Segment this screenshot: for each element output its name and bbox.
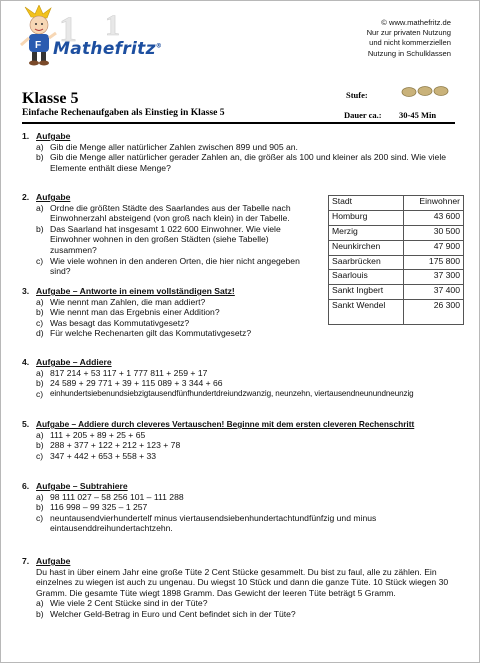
- item-text: Wie nennt man Zahlen, die man addiert?: [50, 296, 206, 307]
- task-heading: [22, 419, 468, 430]
- task-title: Aufgabe: [36, 131, 71, 141]
- header-divider: [22, 122, 455, 124]
- copyright-notice: [367, 18, 451, 59]
- task-number: 6.: [22, 481, 30, 491]
- item-label: b): [36, 502, 44, 513]
- item-text: einhundertsiebenundsiebzigtausendfünfhundertdreiundzwanzig, neunzehn, viertausendneunundneunzig: [50, 388, 414, 398]
- population-cell: 43 600: [404, 210, 464, 225]
- table-header-row: [329, 196, 464, 211]
- item-text: Wie viele 2 Cent Stücke sind in der Tüte?: [50, 598, 208, 609]
- copyright-line: Nutzung in Schulklassen: [367, 48, 451, 58]
- task-4: [22, 357, 468, 399]
- task-item: [22, 389, 468, 400]
- task-5: [22, 419, 468, 461]
- column-header-city: Stadt: [329, 196, 404, 211]
- item-text: Für welche Rechenarten gilt das Kommutativgesetz?: [50, 328, 252, 339]
- difficulty-rating: [401, 85, 449, 99]
- item-label: c): [36, 450, 44, 461]
- task-6: [22, 481, 442, 534]
- population-cell: 47 900: [404, 240, 464, 255]
- task-number: 1.: [22, 131, 30, 141]
- population-cell: 175 800: [404, 255, 464, 270]
- item-label: a): [36, 491, 44, 502]
- svg-text:1: 1: [105, 9, 120, 42]
- task-number: 5.: [22, 419, 30, 429]
- task-heading: [22, 131, 462, 142]
- page-subtitle: Einfache Rechenaufgaben als Einstieg in Klasse 5: [22, 107, 225, 118]
- table-row: [329, 255, 464, 270]
- population-cell: 30 500: [404, 225, 464, 240]
- task-2: [22, 192, 314, 277]
- item-text: neuntausendvierhundertelf minus viertausendsiebenhundertachtundfünfzig und minus eintausenddreihundertachtzehn.: [50, 512, 377, 534]
- task-item: [22, 256, 314, 277]
- task-3: [22, 286, 462, 339]
- item-text: Gib die Menge aller natürlicher gerader Zahlen an, die größer als 100 und kleiner als 200 sind. Wie viele Elemente enthält diese Menge?: [50, 152, 447, 173]
- task-heading: [22, 357, 468, 368]
- task-item: [22, 513, 442, 534]
- item-label: b): [36, 608, 44, 619]
- item-label: a): [36, 598, 44, 609]
- item-label: c): [36, 317, 44, 328]
- task-item: [22, 307, 462, 318]
- population-cell: 37 300: [404, 270, 464, 285]
- item-text: Das Saarland hat insgesamt 1 022 600 Einwohner. Wie viele Einwohner wohnen in den großen Städten (siehe Tabelle) zusammen?: [50, 223, 281, 255]
- table-row: [329, 270, 464, 285]
- task-item: [22, 224, 314, 256]
- item-text: 817 214 + 53 117 + 1 777 811 + 259 + 17: [50, 367, 208, 378]
- item-label: a): [36, 367, 44, 378]
- task-number: 4.: [22, 357, 30, 367]
- coin-icon: [418, 87, 432, 96]
- item-text: 111 + 205 + 89 + 25 + 65: [50, 429, 146, 440]
- task-title: Aufgabe: [36, 556, 71, 566]
- city-cell: Neunkirchen: [329, 240, 404, 255]
- population-cell: 37 400: [404, 285, 464, 300]
- city-cell: Saarbrücken: [329, 255, 404, 270]
- task-title: Aufgabe – Addiere durch cleveres Vertauschen! Beginne mit dem ersten cleveren Rechenschritt: [36, 419, 415, 429]
- item-label: a): [36, 202, 44, 213]
- registered-mark: ®: [155, 42, 163, 50]
- task-1: [22, 131, 462, 173]
- item-text: 24 589 + 29 771 + 39 + 115 089 + 3 344 + 66: [50, 378, 223, 389]
- task-title: Aufgabe: [36, 192, 71, 202]
- item-label: c): [36, 512, 44, 523]
- task-title: Aufgabe – Antworte in einem vollständigen Satz!: [36, 286, 235, 296]
- task-item: [22, 502, 442, 513]
- task-heading: [22, 192, 314, 203]
- difficulty-label: Stufe:: [346, 90, 368, 100]
- task-item: [22, 378, 468, 389]
- copyright-line: © www.mathefritz.de: [381, 18, 451, 27]
- task-title: Aufgabe – Addiere: [36, 357, 112, 367]
- task-item: [22, 430, 468, 441]
- item-label: d): [36, 328, 44, 339]
- city-cell: Sankt Ingbert: [329, 285, 404, 300]
- city-cell: Sankt Wendel: [329, 300, 404, 325]
- brand-name: [53, 39, 162, 59]
- item-label: b): [36, 152, 44, 163]
- task-item: [22, 440, 468, 451]
- task-heading: [22, 286, 462, 297]
- table-row: [329, 225, 464, 240]
- task-item: [22, 451, 468, 462]
- duration-value: 30-45 Min: [399, 110, 437, 120]
- item-text: 347 + 442 + 653 + 558 + 33: [50, 450, 157, 461]
- item-text: 116 998 – 99 325 – 1 257: [50, 502, 148, 513]
- copyright-line: Nur zur privaten Nutzung: [366, 28, 451, 38]
- item-label: b): [36, 378, 44, 389]
- task-paragraph: Du hast in über einem Jahr eine große Tüte 2 Cent Stücke gesammelt. Du bist zu faul, alle zu zählen. Ein einzelnes zu wiegen ist auch zu ungenau. Du wiegst 10 Stück und dann die ganze Tüte. 10 Stück wiegen 30 Gramm. Die gesamte Tüte wiegt 1898 Gramm. Das Gewicht der leeren Tüte beträgt 5 Gramm.: [36, 566, 449, 598]
- task-7: [22, 556, 452, 620]
- duration-label: Dauer ca.:: [344, 110, 382, 120]
- task-heading: [22, 556, 452, 567]
- item-text: Gib die Menge aller natürlicher Zahlen zwischen 899 und 905 an.: [50, 141, 298, 152]
- task-title: Aufgabe – Subtrahiere: [36, 481, 128, 491]
- task-item: [22, 598, 452, 609]
- task-item: [22, 152, 462, 173]
- population-cell: 26 300: [404, 300, 464, 325]
- item-text: Wie nennt man das Ergebnis einer Addition?: [50, 307, 220, 318]
- mathefritz-logo: [9, 5, 159, 71]
- item-label: b): [36, 223, 44, 234]
- task-item: [22, 368, 468, 379]
- task-item: [22, 328, 462, 339]
- item-text: Welcher Geld-Betrag in Euro und Cent befindet sich in der Tüte?: [50, 608, 296, 619]
- item-text: 98 111 027 – 58 256 101 – 111 288: [50, 491, 184, 502]
- task-item: [22, 492, 442, 503]
- task-number: 3.: [22, 286, 30, 296]
- item-text: Was besagt das Kommutativgesetz?: [50, 317, 190, 328]
- task-number: 7.: [22, 556, 30, 566]
- item-label: c): [36, 255, 44, 266]
- city-cell: Merzig: [329, 225, 404, 240]
- coin-icon: [402, 88, 416, 97]
- item-text: Wie viele wohnen in den anderen Orten, die hier nicht angegeben sind?: [50, 255, 300, 277]
- item-label: a): [36, 296, 44, 307]
- column-header-population: Einwohner: [404, 196, 464, 211]
- item-label: a): [36, 429, 44, 440]
- task-item: [22, 142, 462, 153]
- brand-text: Mathefritz: [53, 39, 156, 59]
- svg-text:F: F: [35, 40, 42, 51]
- task-number: 2.: [22, 192, 30, 202]
- item-label: b): [36, 440, 44, 451]
- table-row: [329, 240, 464, 255]
- city-cell: Homburg: [329, 210, 404, 225]
- svg-text:1: 1: [59, 9, 77, 49]
- task-item: [22, 203, 314, 224]
- task-item: [22, 609, 452, 620]
- copyright-line: und nicht kommerziellen: [369, 38, 451, 48]
- item-label: c): [36, 388, 44, 399]
- item-label: a): [36, 141, 44, 152]
- task-item: [22, 318, 462, 329]
- city-cell: Saarlouis: [329, 270, 404, 285]
- table-row: [329, 210, 464, 225]
- item-text: Ordne die größten Städte des Saarlandes aus der Tabelle nach Einwohnerzahl absteigend (von groß nach klein) in der Tabelle.: [50, 202, 291, 224]
- page-title: Klasse 5: [22, 90, 79, 107]
- coin-icon: [434, 87, 448, 96]
- item-text: 288 + 377 + 122 + 212 + 123 + 78: [50, 440, 181, 451]
- task-heading: [22, 481, 442, 492]
- item-label: b): [36, 307, 44, 318]
- task-item: [22, 297, 462, 308]
